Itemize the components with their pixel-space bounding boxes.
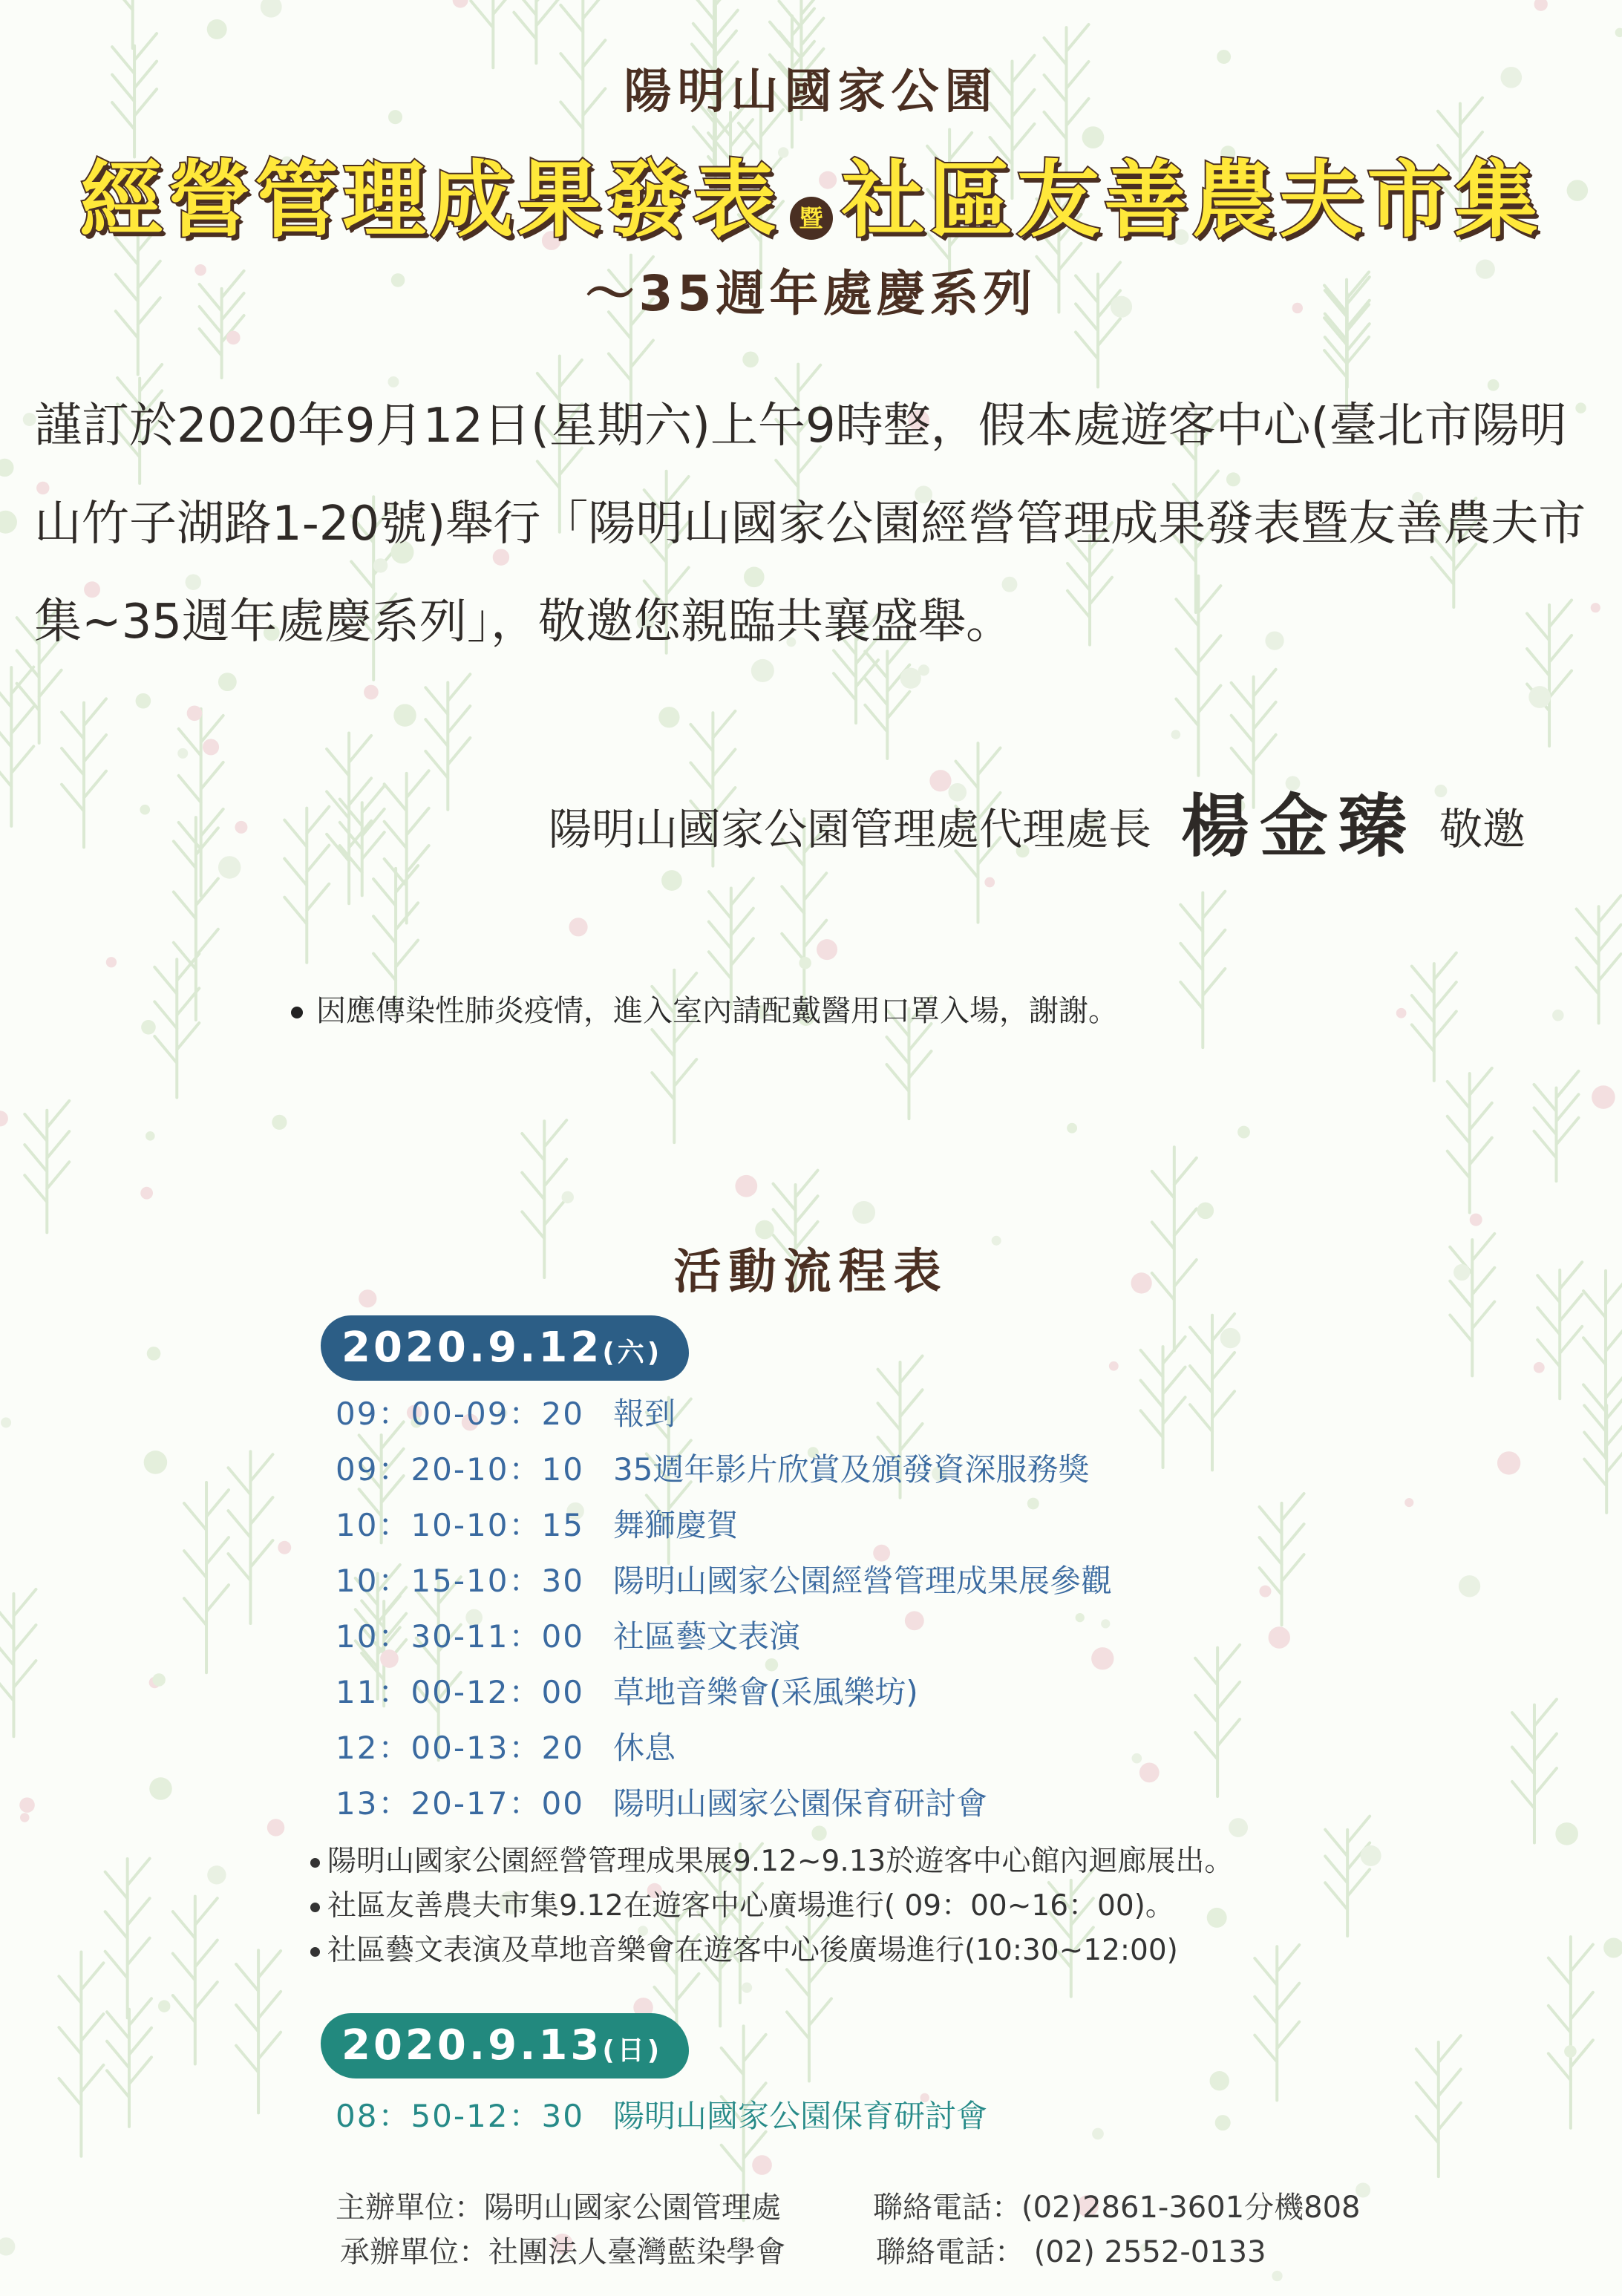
subtitle: ～35週年處慶系列 <box>585 265 1037 322</box>
schedule-time: 10：10-10：15 <box>336 1507 584 1543</box>
schedule-row <box>336 1668 918 1713</box>
plant-sprig-icon <box>111 0 155 48</box>
phone-line-2: 聯絡電話： (02) 2552-0133 <box>876 2235 1266 2269</box>
flower-dot-icon <box>1101 1619 1110 1628</box>
flower-dot-icon <box>261 0 282 18</box>
flower-dot-icon <box>106 957 117 967</box>
flower-dot-icon <box>207 1865 226 1884</box>
flower-dot-icon <box>149 1777 171 1799</box>
flower-dot-icon <box>218 673 237 691</box>
schedule-time: 09：20-10：10 <box>336 1451 584 1488</box>
schedule-event: 休息 <box>613 1730 676 1766</box>
flower-dot-icon <box>0 459 14 477</box>
invitation-body: 謹訂於2020年9月12日(星期六)上午9時整，假本處遊客中心(臺北市陽明山竹子湖路1-20號)舉行「陽明山國家公園經營管理成果發表暨友善農夫市集~35週年處慶系列」，敬邀您親臨共襄盛舉。 <box>34 399 1586 650</box>
flower-dot-icon <box>177 748 188 759</box>
mask-notice <box>291 987 1118 1030</box>
schedule-time: 12：00-13：20 <box>336 1730 584 1766</box>
flower-dot-icon <box>1552 1010 1564 1021</box>
schedule-row <box>336 1390 676 1434</box>
closing-word: 敬邀 <box>1439 804 1525 854</box>
schedule-event: 陽明山國家公園經營管理成果展參觀 <box>613 1563 1113 1599</box>
flower-dot-icon <box>661 870 682 891</box>
plant-sprig-icon <box>1416 2035 1461 2176</box>
flower-dot-icon <box>1210 2071 1229 2090</box>
flower-dot-icon <box>144 1450 168 1474</box>
plant-sprig-icon <box>1412 953 1456 1081</box>
bullet-icon <box>310 1947 320 1957</box>
plant-sprig-icon <box>184 1482 229 1672</box>
flower-dot-icon <box>658 707 679 727</box>
schedule-note-text: 社區友善農夫市集9.12在遊客中心廣場進行( 09：00~16：00)。 <box>327 1889 1174 1923</box>
schedule-event: 社區藝文表演 <box>613 1618 801 1655</box>
main-title <box>0 134 1622 253</box>
organizer-line: 主辦單位：陽明山國家公園管理處 <box>336 2191 781 2225</box>
flower-dot-icon <box>1229 1818 1248 1837</box>
plant-sprig-icon <box>154 954 199 1098</box>
plant-sprig-icon <box>1141 1337 1186 1468</box>
schedule-note-text: 社區藝文表演及草地音樂會在遊客中心後廣場進行(10:30~12:00) <box>327 1934 1178 1967</box>
plant-sprig-icon <box>1512 1699 1557 1842</box>
flower-dot-icon <box>1220 1328 1240 1348</box>
schedule-row <box>336 1445 1089 1490</box>
flower-dot-icon <box>1555 1822 1578 1845</box>
schedule-time: 10：30-11：00 <box>336 1618 584 1655</box>
plant-sprig-icon <box>1195 1645 1240 1796</box>
flower-dot-icon <box>1132 1753 1142 1764</box>
flower-dot-icon <box>267 1819 284 1836</box>
plant-sprig-icon <box>1577 895 1621 1023</box>
schedule-note <box>310 1927 1178 1969</box>
flower-dot-icon <box>1603 1937 1622 1958</box>
schedule-time: 10：15-10：30 <box>336 1563 584 1599</box>
title-connector-badge: 暨 <box>790 197 833 240</box>
schedule-event: 報到 <box>613 1396 676 1432</box>
flower-dot-icon <box>0 2237 15 2255</box>
schedule-title: 活動流程表 <box>673 1245 949 1300</box>
schedule-time: 13：20-17：00 <box>336 1785 584 1822</box>
flower-dot-icon <box>905 1611 924 1630</box>
schedule-note <box>310 1883 1174 1924</box>
plant-sprig-icon <box>1255 1945 1299 2100</box>
flower-dot-icon <box>1139 1762 1160 1782</box>
schedule-row <box>336 1612 800 1657</box>
day2-date: 2020.9.13 <box>341 2021 603 2070</box>
flower-dot-icon <box>1091 1647 1114 1669</box>
day1-weekday: (六) <box>602 1338 663 1368</box>
flower-dot-icon <box>752 2155 772 2175</box>
flower-dot-icon <box>1272 2271 1282 2281</box>
flower-dot-icon <box>1470 1214 1482 1226</box>
day1-date-badge <box>321 1315 689 1381</box>
schedule-event: 35週年影片欣賞及頒發資深服務獎 <box>613 1451 1090 1488</box>
flower-dot-icon <box>1592 1085 1615 1109</box>
flower-dot-icon <box>817 939 837 960</box>
flower-dot-icon <box>984 877 995 888</box>
flower-dot-icon <box>226 331 241 345</box>
phone-line-1: 聯絡電話：(02)2861-3601分機808 <box>873 2191 1361 2225</box>
schedule-event: 陽明山國家公園保育研討會 <box>613 1785 988 1822</box>
flower-dot-icon <box>1361 1845 1381 1866</box>
flower-dot-icon <box>203 739 219 755</box>
plant-sprig-icon <box>59 1952 103 2156</box>
bullet-icon <box>310 1858 320 1868</box>
flower-dot-icon <box>1 1417 11 1427</box>
schedule-time: 08：50-12：30 <box>336 2098 584 2134</box>
flower-dot-icon <box>1615 28 1622 37</box>
contractor-line: 承辦單位：社團法人臺灣藍染學會 <box>340 2235 785 2269</box>
plant-sprig-icon <box>24 1101 69 1232</box>
flower-dot-icon <box>1534 0 1548 11</box>
flower-dot-icon <box>852 1201 875 1224</box>
flower-dot-icon <box>1197 1203 1214 1220</box>
flower-dot-icon <box>1564 2045 1577 2058</box>
flower-dot-icon <box>147 1347 161 1361</box>
flower-dot-icon <box>1109 1361 1119 1371</box>
title-part-1: 經營管理成果發表 <box>79 152 781 249</box>
flower-dot-icon <box>20 1813 29 1822</box>
flower-dot-icon <box>1237 1126 1250 1139</box>
flower-dot-icon <box>1171 730 1181 739</box>
flower-dot-icon <box>0 1111 8 1126</box>
plant-sprig-icon <box>236 1950 281 2113</box>
day1-date: 2020.9.12 <box>341 1324 603 1372</box>
schedule-event: 舞獅慶賀 <box>613 1507 739 1543</box>
flower-dot-icon <box>1067 1123 1077 1134</box>
flower-dot-icon <box>1269 1626 1290 1648</box>
flower-dot-icon <box>158 2000 170 2012</box>
flower-dot-icon <box>799 957 811 969</box>
schedule-row <box>336 1724 676 1768</box>
flower-dot-icon <box>19 1797 35 1813</box>
schedule-note <box>310 1838 1233 1880</box>
flower-dot-icon <box>207 19 227 39</box>
flower-dot-icon <box>272 1115 287 1130</box>
flower-dot-icon <box>364 685 379 700</box>
flower-dot-icon <box>152 1673 166 1687</box>
flower-dot-icon <box>1215 2115 1231 2130</box>
day2-date-badge <box>321 2013 689 2078</box>
flower-dot-icon <box>1027 1498 1039 1510</box>
plant-sprig-icon <box>1180 892 1225 1047</box>
plant-sprig-icon <box>228 1451 272 1623</box>
schedule-time: 09：00-09：20 <box>336 1396 584 1432</box>
flower-dot-icon <box>1092 2128 1104 2140</box>
schedule-event: 陽明山國家公園保育研討會 <box>613 2098 988 2134</box>
plant-sprig-icon <box>105 1859 150 2018</box>
plant-sprig-icon <box>173 1897 218 2064</box>
flower-dot-icon <box>1259 1586 1271 1597</box>
flower-dot-icon <box>1534 1362 1545 1373</box>
schedule-row <box>336 1501 738 1546</box>
flower-dot-icon <box>1404 1498 1413 1507</box>
flower-dot-icon <box>735 1175 757 1197</box>
flower-dot-icon <box>742 1983 752 1993</box>
flower-dot-icon <box>1207 1908 1227 1928</box>
flower-dot-icon <box>393 704 416 726</box>
mask-notice-text: 因應傳染性肺炎疫情，進入室內請配戴醫用口罩入場，謝謝。 <box>316 994 1118 1028</box>
flower-dot-icon <box>1497 1451 1520 1474</box>
flower-dot-icon <box>136 693 151 709</box>
flower-dot-icon <box>141 1020 156 1035</box>
flower-dot-icon <box>562 1191 574 1203</box>
flower-dot-icon <box>187 705 203 721</box>
plant-sprig-icon <box>0 1589 36 1736</box>
title-part-2: 社區友善農夫市集 <box>841 152 1543 249</box>
flower-dot-icon <box>569 918 587 936</box>
schedule-event: 草地音樂會(采風樂坊) <box>613 1674 918 1710</box>
flower-dot-icon <box>1396 1008 1407 1018</box>
plant-sprig-icon <box>1534 1071 1579 1181</box>
plant-sprig-icon <box>1549 1937 1593 2128</box>
plant-sprig-icon <box>107 1998 151 2127</box>
schedule-time: 11：00-12：00 <box>336 1674 584 1710</box>
bullet-icon <box>310 1903 320 1912</box>
signer-name: 楊金臻 <box>1180 786 1417 866</box>
signature-line <box>0 772 1525 870</box>
flower-dot-icon <box>742 351 759 367</box>
flower-dot-icon <box>145 1131 155 1141</box>
bullet-icon <box>291 1007 303 1018</box>
flower-dot-icon <box>0 511 17 534</box>
flower-dot-icon <box>278 1541 291 1554</box>
signer-title: 陽明山國家公園管理處代理處長 <box>548 804 1151 854</box>
schedule-row <box>336 2092 987 2136</box>
flower-dot-icon <box>1459 1575 1480 1597</box>
plant-sprig-icon <box>1325 1816 1370 1936</box>
day2-weekday: (日) <box>602 2035 663 2066</box>
schedule-row <box>336 1779 987 1824</box>
flower-dot-icon <box>140 1187 153 1200</box>
plant-sprig-icon <box>1448 1068 1492 1213</box>
schedule-note-text: 陽明山國家公園經營管理成果展9.12~9.13於遊客中心館內迴廊展出。 <box>327 1845 1234 1878</box>
flower-dot-icon <box>1076 1613 1085 1622</box>
plant-sprig-icon <box>1260 1494 1304 1625</box>
flower-dot-icon <box>453 0 468 8</box>
park-name-heading: 陽明山國家公園 <box>624 65 998 120</box>
schedule-row <box>336 1557 1112 1601</box>
flower-dot-icon <box>1528 686 1551 708</box>
